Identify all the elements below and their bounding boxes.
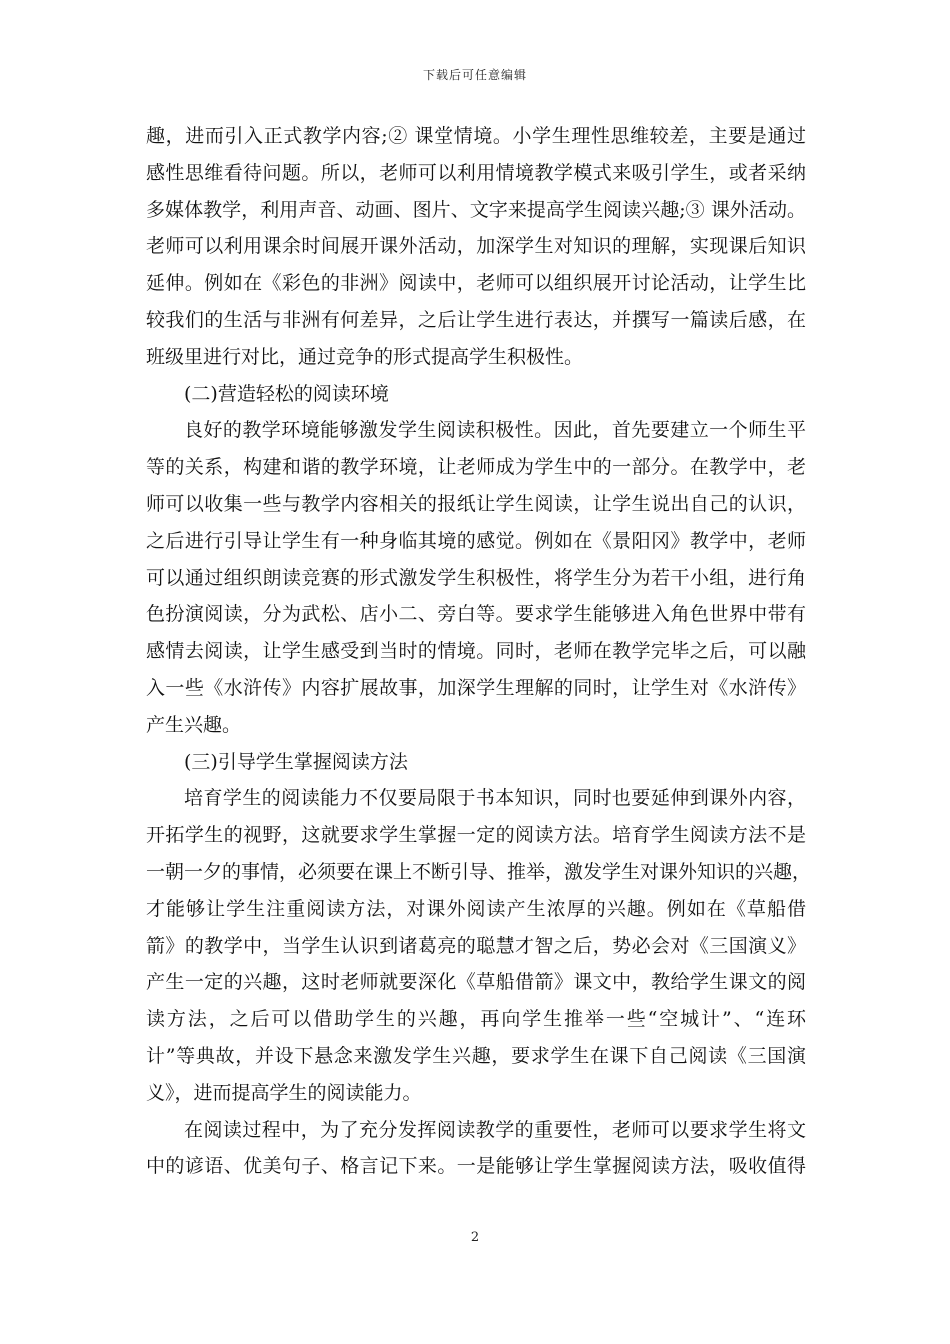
- text-line: 培育学生的阅读能力不仅要局限于书本知识，同时也要延伸到课外内容，: [184, 787, 806, 810]
- page-number: 2: [470, 1230, 480, 1245]
- text-line: 感情去阅读，让学生感受到当时的情境。同时，老师在教学完毕之后，可以融: [146, 640, 806, 663]
- text-line: 一朝一夕的事情，必须要在课上不断引导、推举，激发学生对课外知识的兴趣，: [146, 860, 812, 883]
- text-line: 才能够让学生注重阅读方法，对课外阅读产生浓厚的兴趣。例如在《草船借: [146, 897, 806, 920]
- text-line: 趣，进而引入正式教学内容;② 课堂情境。小学生理性思维较差，主要是通过: [146, 125, 806, 147]
- text-line: 开拓学生的视野，这就要求学生掌握一定的阅读方法。培育学生阅读方法不是: [146, 824, 806, 847]
- text-line: 师可以收集一些与教学内容相关的报纸让学生阅读，让学生说出自己的认识，: [146, 492, 806, 515]
- text-line: 产生一定的兴趣，这时老师就要深化《草船借箭》课文中，教给学生课文的阅: [146, 971, 806, 994]
- section-heading: (三)引导学生掌握阅读方法: [184, 750, 408, 773]
- body-text: [146, 118, 812, 1185]
- text-line: 多媒体教学，利用声音、动画、图片、文字来提高学生阅读兴趣;③ 课外活动。: [146, 198, 806, 221]
- page-header: 下载后可任意编辑: [422, 68, 527, 82]
- text-line: 老师可以利用课余时间展开课外活动，加深学生对知识的理解，实现课后知识: [146, 235, 806, 258]
- text-line: 延伸。例如在《彩色的非洲》阅读中，老师可以组织展开讨论活动，让学生比: [146, 272, 806, 295]
- text-line: 良好的教学环境能够激发学生阅读积极性。因此，首先要建立一个师生平: [184, 419, 806, 442]
- text-line: 中的谚语、优美句子、格言记下来。一是能够让学生掌握阅读方法，吸收值得: [146, 1155, 806, 1178]
- text-line: 读方法，之后可以借助学生的兴趣，再向学生推举一些“空城计”、“连环: [146, 1008, 806, 1031]
- section-heading: (二)营造轻松的阅读环境: [184, 382, 389, 405]
- text-line: 班级里进行对比，通过竞争的形式提高学生积极性。: [146, 345, 584, 368]
- text-line: 可以通过组织朗读竞赛的形式激发学生积极性，将学生分为若干小组，进行角: [146, 566, 806, 589]
- text-line: 等的关系，构建和谐的教学环境，让老师成为学生中的一部分。在教学中，老: [146, 456, 806, 479]
- text-line: 箭》的教学中，当学生认识到诸葛亮的聪慧才智之后，势必会对《三国演义》: [146, 934, 806, 957]
- text-line: 色扮演阅读，分为武松、店小二、旁白等。要求学生能够进入角色世界中带有: [146, 603, 806, 626]
- text-line: 在阅读过程中，为了充分发挥阅读教学的重要性，老师可以要求学生将文: [184, 1118, 806, 1141]
- text-line: 感性思维看待问题。所以，老师可以利用情境教学模式来吸引学生，或者采纳: [146, 161, 806, 184]
- text-line: 之后进行引导让学生有一种身临其境的感觉。例如在《景阳冈》教学中，老师: [146, 529, 806, 552]
- text-line: 入一些《水浒传》内容扩展故事，加深学生理解的同时，让学生对《水浒传》: [146, 676, 806, 699]
- text-line: 产生兴趣。: [146, 713, 242, 736]
- text-line: 计”等典故，并设下悬念来激发学生兴趣，要求学生在课下自己阅读《三国演: [146, 1044, 806, 1067]
- text-line: 较我们的生活与非洲有何差异，之后让学生进行表达，并撰写一篇读后感，在: [146, 308, 806, 331]
- text-line: 义》，进而提高学生的阅读能力。: [146, 1081, 422, 1104]
